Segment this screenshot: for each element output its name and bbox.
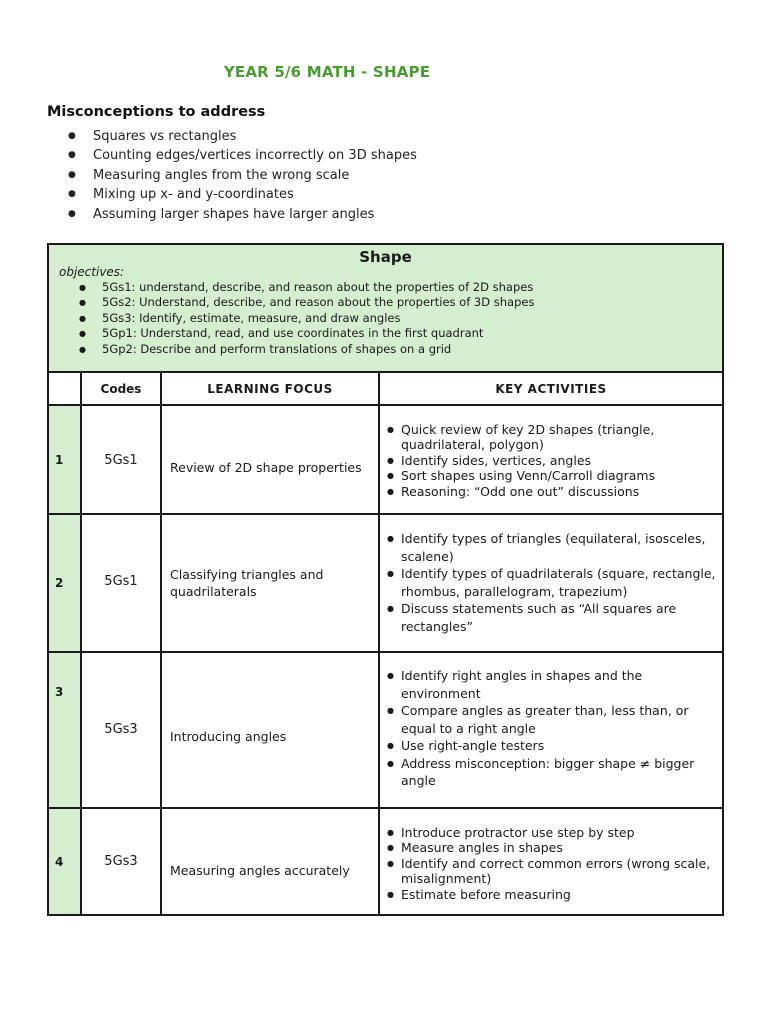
- row-focus: Classifying triangles and quadrilaterals: [170, 567, 324, 599]
- activity-item: ● Quick review of key 2D shapes (triangle, quadrilateral, polygon): [385, 422, 715, 453]
- activity-item: ● Estimate before measuring: [385, 887, 717, 902]
- objective-item: ● 5Gp1: Understand, read, and use coordinates in the first quadrant: [59, 326, 534, 341]
- divider: [49, 513, 722, 515]
- divider: [160, 371, 162, 914]
- activity-item: ● Introduce protractor use step by step: [385, 825, 717, 840]
- header-key-activities: KEY ACTIVITIES: [495, 382, 607, 396]
- activity-item: ● Identify types of quadrilaterals (square, rectangle, rhombus, parallelogram, trapezium): [385, 565, 717, 600]
- row-activities: [385, 667, 717, 790]
- row-activities: [385, 530, 717, 635]
- row-code: 5Gs3: [104, 854, 138, 869]
- row-number: 3: [55, 685, 64, 699]
- misconceptions-list: [47, 127, 417, 224]
- activity-item: ● Compare angles as greater than, less than, or equal to a right angle: [385, 702, 717, 737]
- row-focus: Review of 2D shape properties: [170, 460, 362, 475]
- activity-item: ● Discuss statements such as “All squares are rectangles”: [385, 600, 717, 635]
- row-number: 1: [55, 453, 64, 467]
- header-codes: Codes: [100, 382, 142, 396]
- divider: [49, 807, 722, 809]
- activity-item: ● Identify sides, vertices, angles: [385, 453, 715, 468]
- objectives-box: [49, 245, 722, 373]
- objectives-list: [59, 280, 534, 357]
- objective-item: ● 5Gs1: understand, describe, and reason about the properties of 2D shapes: [59, 280, 534, 295]
- list-item: ● Mixing up x- and y-coordinates: [47, 185, 417, 204]
- divider: [49, 404, 722, 406]
- objective-item: ● 5Gs2: Understand, describe, and reason about the properties of 3D shapes: [59, 295, 534, 310]
- list-item: ● Counting edges/vertices incorrectly on 3D shapes: [47, 146, 417, 165]
- page-title: YEAR 5/6 MATH - SHAPE: [223, 63, 431, 81]
- unit-title: Shape: [359, 248, 412, 266]
- activity-item: ● Use right-angle testers: [385, 737, 717, 755]
- activity-item: ● Sort shapes using Venn/Carroll diagrams: [385, 468, 715, 483]
- row-focus: Measuring angles accurately: [170, 863, 350, 878]
- objective-item: ● 5Gs3: Identify, estimate, measure, and draw angles: [59, 311, 534, 326]
- divider: [49, 651, 722, 653]
- row-activities: [385, 825, 717, 902]
- row-code: 5Gs3: [104, 722, 138, 737]
- activity-item: ● Address misconception: bigger shape ≠ bigger angle: [385, 755, 717, 790]
- objective-item: ● 5Gp2: Describe and perform translations of shapes on a grid: [59, 342, 534, 357]
- activity-item: ● Identify right angles in shapes and the environment: [385, 667, 717, 702]
- divider: [378, 371, 380, 914]
- activity-item: ● Identify types of triangles (equilateral, isosceles, scalene): [385, 530, 717, 565]
- objectives-label: objectives:: [59, 265, 125, 279]
- row-code: 5Gs1: [104, 574, 138, 589]
- activity-item: ● Identify and correct common errors (wrong scale, misalignment): [385, 856, 717, 887]
- row-number: 2: [55, 576, 64, 590]
- list-item: ● Squares vs rectangles: [47, 127, 417, 146]
- row-code: 5Gs1: [104, 453, 138, 468]
- header-learning-focus: LEARNING FOCUS: [207, 382, 333, 396]
- activity-item: ● Reasoning: “Odd one out” discussions: [385, 484, 715, 499]
- row-activities: [385, 422, 715, 499]
- row-focus: Introducing angles: [170, 729, 287, 744]
- list-item: ● Assuming larger shapes have larger angles: [47, 205, 417, 224]
- list-item: ● Measuring angles from the wrong scale: [47, 166, 417, 185]
- activity-item: ● Measure angles in shapes: [385, 840, 717, 855]
- unit-table: [47, 243, 724, 916]
- row-number-column: [49, 405, 80, 914]
- row-number: 4: [55, 855, 64, 869]
- misconceptions-heading: Misconceptions to address: [47, 104, 266, 120]
